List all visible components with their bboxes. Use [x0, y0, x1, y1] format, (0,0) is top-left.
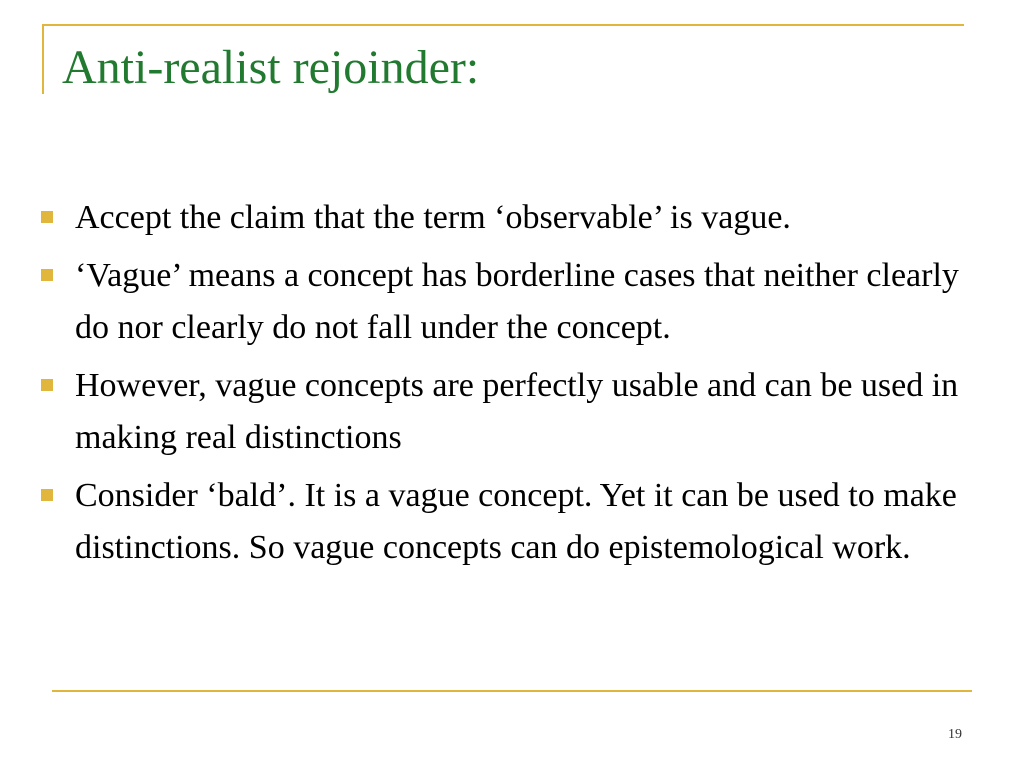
bullet-text: Accept the claim that the term ‘observable’ is vague. — [75, 199, 791, 236]
bullet-item — [38, 250, 988, 354]
bullet-item — [38, 192, 988, 244]
top-rule — [42, 24, 964, 26]
bullet-text: Consider ‘bald’. It is a vague concept. Yet it can be used to make distinctions. So vague concepts can do epistemological work. — [75, 477, 957, 566]
bullet-text: ‘Vague’ means a concept has borderline cases that neither clearly do nor clearly do not fall under the concept. — [75, 257, 959, 346]
bullet-text: However, vague concepts are perfectly usable and can be used in making real distinctions — [75, 367, 959, 456]
square-bullet-icon — [41, 211, 53, 223]
left-rule — [42, 24, 44, 94]
square-bullet-icon — [41, 379, 53, 391]
page-number: 19 — [948, 727, 962, 742]
square-bullet-icon — [41, 269, 53, 281]
bullet-list — [38, 192, 988, 580]
slide-title: Anti-realist rejoinder: — [62, 41, 480, 94]
square-bullet-icon — [41, 489, 53, 501]
bullet-item — [38, 470, 988, 574]
bottom-rule — [52, 690, 972, 692]
bullet-item — [38, 360, 988, 464]
